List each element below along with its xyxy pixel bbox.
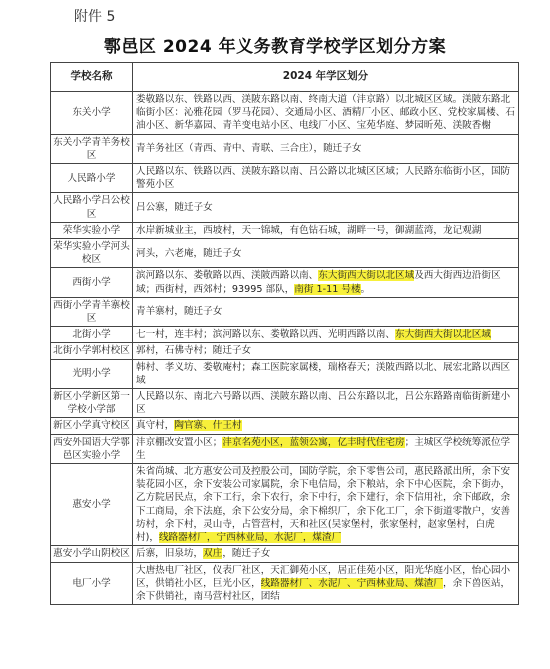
district-cell <box>133 297 519 326</box>
district-cell <box>133 359 519 388</box>
district-text: 郭村，石佛寺村；随迁子女 <box>136 345 252 357</box>
highlighted-text: 东大街西大街以北区域 <box>395 329 491 341</box>
district-cell <box>133 418 519 434</box>
highlighted-text: 南街 1-11 号楼 <box>294 283 361 295</box>
table-header-row <box>51 63 519 92</box>
table-row <box>51 418 519 434</box>
district-text: 河头，六老庵，随迁子女 <box>136 247 242 259</box>
school-name-cell: 人民路小学 <box>51 164 133 193</box>
document-title: 鄠邑区 2024 年义务教育学校学区划分方案 <box>103 37 447 57</box>
table-row <box>51 92 519 135</box>
school-name-cell: 惠安小学山阴校区 <box>51 546 133 562</box>
district-text: 。 <box>360 283 371 295</box>
district-text: 沣京棚改安置小区； <box>136 436 223 448</box>
district-text: 朱省尚城、北方惠安公司及控股公司，国防学院，余下零售公司，惠民路派出所，余下安装花园小区，余下安装公司家属院，余下电信局，余下粮站，余下中心医院，余下街办，乙方院居民点，余下工行，余下农行，余下中行，余下建行，余下信用社，余下邮政，余下工商局，余下法庭，余下公安分局，余下棉织厂，余下化工厂，余下街道零散户，安善坊村，余下村，灵山寺，占管营村，天和社区(吴家堡村，张家堡村，赵家堡村，白虎村)， <box>136 466 511 544</box>
school-name-cell: 北街小学 <box>51 327 133 343</box>
school-name-cell: 新区小学新区第一学校小学部 <box>51 389 133 418</box>
header-district: 2024 年学区划分 <box>133 63 519 92</box>
district-cell <box>133 562 519 605</box>
table-row <box>51 389 519 418</box>
table-row <box>51 268 519 297</box>
school-name-cell: 北街小学郭村校区 <box>51 343 133 359</box>
highlighted-text: 陶官寨、什王村 <box>174 420 242 432</box>
school-district-table <box>50 62 519 605</box>
table-row <box>51 343 519 359</box>
school-name-cell: 电厂小学 <box>51 562 133 605</box>
school-name-cell: 人民路小学吕公校区 <box>51 193 133 222</box>
school-name-cell: 荣华实验小学 <box>51 222 133 238</box>
school-name-cell: 惠安小学 <box>51 464 133 546</box>
district-text: ，随迁子女 <box>222 548 271 560</box>
table-row <box>51 359 519 388</box>
district-text: 七一村，连丰村；滨河路以东、娄敬路以西、光明西路以南、 <box>136 329 396 341</box>
district-text: 真守村， <box>136 420 175 432</box>
district-text: 及西大街西边沿街区域；西街村，西郊村；93995 部队， <box>136 270 501 295</box>
district-text: 滨河路以东、娄敬路以西、渼陂西路以南、 <box>136 270 319 282</box>
school-name-cell: 西安外国语大学鄠邑区实验小学 <box>51 434 133 463</box>
table-row <box>51 327 519 343</box>
district-cell <box>133 134 519 163</box>
school-name-cell: 荣华实验小学河头校区 <box>51 239 133 268</box>
annex-label: 附件 5 <box>74 9 116 25</box>
table-row <box>51 562 519 605</box>
district-text: 青羊务社区（青西、青中、青联、三合庄），随迁子女 <box>136 143 362 155</box>
highlighted-text: 线路器材厂、水泥厂、宁西林业局、煤渣厂 <box>260 577 443 589</box>
school-name-cell: 新区小学真守校区 <box>51 418 133 434</box>
district-text: 人民路以东、南北六号路以西、渼陂东路以南、吕公东路以北，吕公东路路南临街新建小区 <box>136 391 511 416</box>
school-name-cell: 东关小学 <box>51 92 133 135</box>
table-row <box>51 434 519 463</box>
school-name-cell: 东关小学青羊务校区 <box>51 134 133 163</box>
district-text: 后寨，旧泉坊， <box>136 548 204 560</box>
district-text: 人民路以东、铁路以西、渼陂东路以南、吕公路以北城区区域；人民路东临街小区，国防警苑小区 <box>136 166 511 191</box>
highlighted-text: 线路器材厂，宁西林业局，水泥厂，煤渣厂 <box>158 532 342 544</box>
district-cell <box>133 239 519 268</box>
table-body <box>51 92 519 605</box>
table-row <box>51 297 519 326</box>
district-cell <box>133 222 519 238</box>
school-name-cell: 光明小学 <box>51 359 133 388</box>
district-text: 青羊寨村，随迁子女 <box>136 306 223 318</box>
table-row <box>51 134 519 163</box>
table-row <box>51 546 519 562</box>
district-cell <box>133 464 519 546</box>
district-cell <box>133 546 519 562</box>
district-cell <box>133 343 519 359</box>
table-row <box>51 222 519 238</box>
district-cell <box>133 327 519 343</box>
district-text: 娄敬路以东、铁路以西、渼陂东路以南、终南大道（沣京路）以北城区区域。渼陂东路北临街小区：沁雅花园（罗马花园）、交通局小区、酒精厂小区、邮政小区、党校家属楼、石油小区、新华嘉园、青羊变电站小区、电线厂小区、宝苑华庭、梦园昕苑、渼陂香榭 <box>136 94 515 132</box>
table-row <box>51 164 519 193</box>
highlighted-text: 双庄 <box>203 548 223 560</box>
district-cell <box>133 193 519 222</box>
district-text: 韩村、孝义坊、娄敬庵村；森工医院家属楼，瑞格春天；渼陂西路以北、展宏北路以西区域 <box>136 361 511 386</box>
table-row <box>51 239 519 268</box>
district-cell <box>133 389 519 418</box>
table-row <box>51 193 519 222</box>
district-cell <box>133 164 519 193</box>
district-cell <box>133 268 519 297</box>
district-text: ；主城区学校统筹派位学生 <box>136 436 511 461</box>
district-text: 大唐热电厂社区，仪表厂社区，天汇御苑小区，居正佳苑小区，阳光华庭小区，怡心园小区，供销社小区，巨光小区， <box>136 564 511 589</box>
district-text: ，余下兽医站，余下供销社，南马营村社区，团结 <box>136 577 511 602</box>
highlighted-text: 沣京名苑小区，蓝领公寓，亿丰时代住宅房 <box>222 436 405 448</box>
district-text: 水岸新城业主，西坡村，天一锦城，有色钻石城，湖畔一号，御湖蓝湾，龙记观湖 <box>136 224 482 236</box>
header-school-name: 学校名称 <box>51 63 133 92</box>
highlighted-text: 东大街西大街以北区域 <box>318 270 415 282</box>
table-row <box>51 464 519 546</box>
district-cell <box>133 92 519 135</box>
school-name-cell: 西街小学青羊寨校区 <box>51 297 133 326</box>
district-cell <box>133 434 519 463</box>
district-text: 吕公寨，随迁子女 <box>136 202 213 214</box>
school-name-cell: 西街小学 <box>51 268 133 297</box>
